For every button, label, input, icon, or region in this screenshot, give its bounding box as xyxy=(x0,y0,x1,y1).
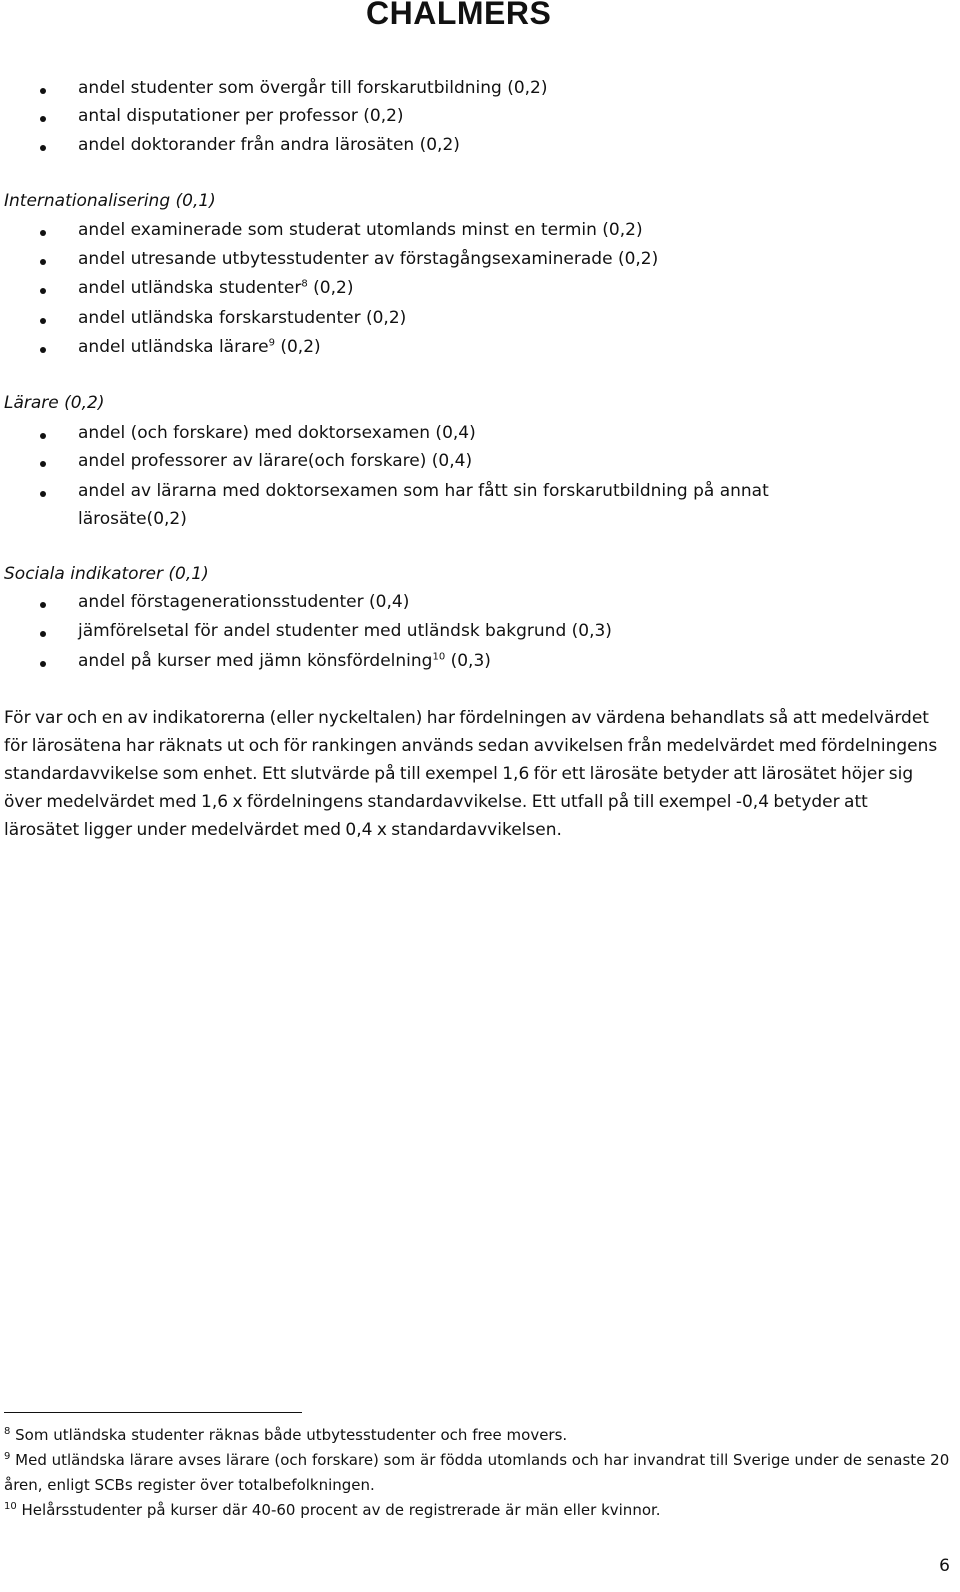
page-number: 6 xyxy=(939,1556,950,1576)
list-item-text xyxy=(78,274,353,302)
bullet-icon xyxy=(40,288,46,294)
bullet-icon xyxy=(40,631,46,637)
footnote-ref: 10 xyxy=(432,651,446,663)
body-paragraph: För var och en av indikatorerna (eller nyckeltalen) har fördelningen av värdena behandlats så att medelvärdet för lärosätena har räknats ut och för rankingen används sedan avvikelsen från medelvärdet med fördelningens standardavvikelse som enhet. Ett slutvärde på till exempel 1,6 för ett lärosäte betyder att lärosätet höjer sig över medelvärdet med 1,6 x fördelningens standardavvikelse. Ett utfall på till exempel -0,4 betyder att lärosätet ligger under medelvärdet med 0,4 x standardavvikelsen. xyxy=(4,708,938,840)
footnote-ref: 9 xyxy=(268,337,275,349)
list-item-text: antal disputationer per professor (0,2) xyxy=(78,106,404,126)
heading-sociala-indikatorer: Sociala indikatorer (0,1) xyxy=(4,564,209,584)
heading-larare: Lärare (0,2) xyxy=(4,393,105,413)
chalmers-logo: CHALMERS xyxy=(366,0,552,31)
footnote-mark: 9 xyxy=(4,1451,11,1462)
footnote-9 xyxy=(4,1448,954,1498)
bullet-icon xyxy=(40,259,46,265)
list-item-text: andel förstagenerationsstudenter (0,4) xyxy=(78,592,410,612)
bullet-icon xyxy=(40,461,46,467)
bullet-icon xyxy=(40,347,46,353)
bullet-icon xyxy=(40,433,46,439)
list-item-text-tail: (0,2) xyxy=(307,278,354,298)
footnote-text: Helårsstudenter på kurser där 40-60 procent av de registrerade är män eller kvinnor. xyxy=(21,1501,661,1519)
list-item-text-main: andel på kurser med jämn könsfördelning xyxy=(78,651,433,671)
list-item-text-main: andel utländska lärare xyxy=(78,337,269,357)
list-item-text xyxy=(78,647,491,675)
list-item-text: andel (och forskare) med doktorsexamen (0,4) xyxy=(78,423,476,443)
list-item-text-main: andel utländska studenter xyxy=(78,278,302,298)
bullet-icon xyxy=(40,602,46,608)
list-item-text xyxy=(78,333,321,361)
list-item-text: andel professorer av lärare(och forskare) (0,4) xyxy=(78,451,473,471)
bullet-icon xyxy=(40,116,46,122)
bullet-icon xyxy=(40,318,46,324)
list-item-text: andel examinerade som studerat utomlands minst en termin (0,2) xyxy=(78,220,643,240)
footnote-10 xyxy=(4,1498,954,1523)
bullet-icon xyxy=(40,145,46,151)
footnote-separator xyxy=(4,1412,302,1413)
bullet-icon xyxy=(40,230,46,236)
bullet-icon xyxy=(40,661,46,667)
footnote-mark: 8 xyxy=(4,1426,11,1437)
footnote-ref: 8 xyxy=(301,278,308,290)
bullet-icon xyxy=(40,88,46,94)
list-item-text-tail: (0,2) xyxy=(274,337,321,357)
list-item-text: andel utresande utbytesstudenter av förstagångsexaminerade (0,2) xyxy=(78,249,659,269)
list-item-text-tail: (0,3) xyxy=(445,651,491,671)
footnotes xyxy=(4,1423,954,1523)
footnote-mark: 10 xyxy=(4,1501,17,1512)
list-item-text: andel studenter som övergår till forskarutbildning (0,2) xyxy=(78,78,548,98)
list-item-text: andel utländska forskarstudenter (0,2) xyxy=(78,308,407,328)
bullet-icon xyxy=(40,491,46,497)
footnote-text: Som utländska studenter räknas både utbytesstudenter och free movers. xyxy=(15,1426,568,1444)
list-item-text: andel av lärarna med doktorsexamen som har fått sin forskarutbildning på annat lärosäte(0,2) xyxy=(78,481,769,529)
footnote-8 xyxy=(4,1423,954,1448)
heading-internationalisering: Internationalisering (0,1) xyxy=(4,191,216,211)
footnote-text: Med utländska lärare avses lärare (och forskare) som är födda utomlands och har invandrat till Sverige under de senaste 20 åren, enligt SCBs register över totalbefolkningen. xyxy=(4,1451,950,1494)
list-item-text: andel doktorander från andra lärosäten (0,2) xyxy=(78,135,460,155)
list-item-text: jämförelsetal för andel studenter med utländsk bakgrund (0,3) xyxy=(78,621,612,641)
